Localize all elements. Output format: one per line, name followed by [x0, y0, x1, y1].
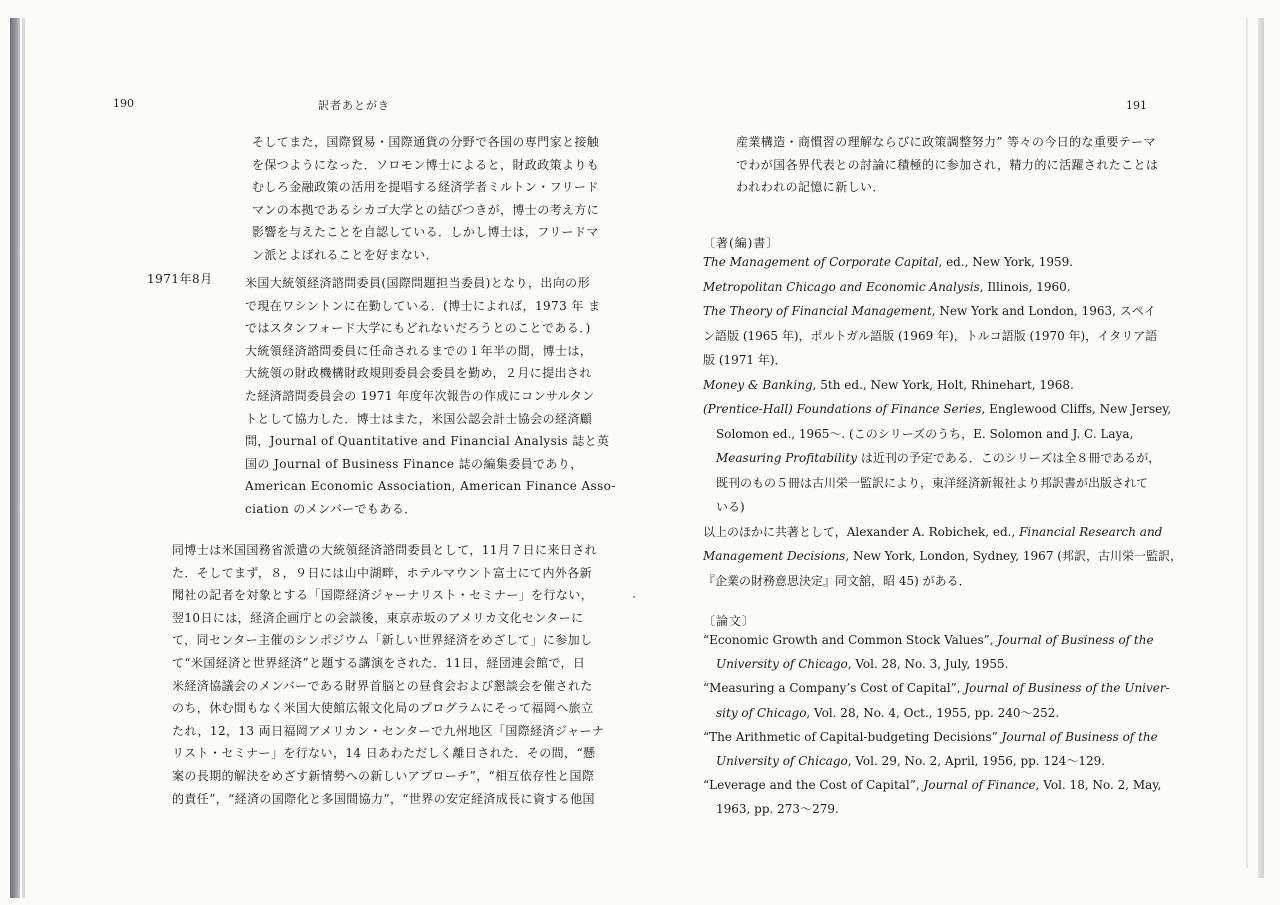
left-page-edge-shadow — [22, 18, 25, 898]
running-head: 訳者あとがき — [318, 99, 390, 112]
paper-details: , Vol. 29, No. 2, April, 1956, pp. 124〜129. — [847, 754, 1106, 769]
papers-list — [703, 628, 1170, 822]
text-line: ciation のメンバーでもある． — [245, 501, 417, 516]
journal-name: Journal of Business of the — [1001, 729, 1158, 744]
text-line: 案の長期的解決をめざす新情勢への新しいアプローチ”，“相互依存性と国際 — [172, 768, 595, 783]
paper-title: “Measuring a Company’s Cost of Capital”, — [703, 681, 965, 696]
gutter-speck — [633, 596, 635, 598]
text-line: 影響を与えたことを自認している．しかし博士は，フリードマ — [252, 225, 599, 240]
left-paragraph-2 — [245, 272, 616, 521]
paper-entry-line — [703, 773, 1162, 797]
paper-entry-line — [703, 725, 1158, 749]
book-entry-line — [703, 520, 1163, 545]
text-line: た経済諮問委員会の 1971 年度年次報告の作成にコンサルタン — [245, 388, 595, 403]
paper-entry-line — [703, 797, 1150, 821]
text-line: て，同センター主催のシンポジウム「新しい世界経済をめざして」に参加し — [172, 633, 593, 648]
text-line: たれ，12，13 両日福岡アメリカン・センターで九州地区「国際経済ジャーナ — [172, 723, 605, 738]
book-details: , Illinois, 1960. — [979, 279, 1071, 294]
paper-entry-line — [703, 749, 1150, 773]
text-line: リスト・セミナー」を行ない，14 日あわただしく離日された．その間，“懸 — [172, 746, 596, 761]
book-entry-line — [703, 422, 1148, 447]
book-details: , New York, London, Sydney, 1967 (邦訳，古川栄一監訳， — [845, 549, 1182, 563]
paper-entry-line — [703, 652, 1150, 676]
text-line: 翌10日には，経済企画庁との会談後，東京赤坂のアメリカ文化センターに — [172, 610, 584, 625]
book-entry-line — [703, 446, 1161, 471]
book-details: 既刊のもの５冊は古川栄一監訳により，東洋経済新報社より邦訳書が出版されて — [716, 475, 1149, 490]
book-details: 版 (1971 年)． — [703, 353, 787, 367]
text-line: でわが国各界代表との討論に積極的に参加され，精力的に活躍されたことは — [736, 157, 1159, 172]
text-line: 米経済協議会のメンバーである財界首脳との昼食会および懇談会を催された — [172, 678, 593, 693]
book-details: ン語版 (1965 年)，ポルトガル語版 (1969 年)，トルコ語版 (1970 年)，イタリア語 — [703, 328, 1158, 343]
text-line: われわれの記憶に新しい． — [736, 180, 885, 195]
right-page-edge — [1258, 18, 1264, 878]
text-line: マンの本拠であるシカゴ大学との結びつきが，博士の考え方に — [252, 202, 600, 217]
book-entry-line — [703, 569, 1148, 594]
text-line: た．そしてまず，８，９日には山中湖畔，ホテルマウント富士にて内外各新 — [172, 565, 593, 580]
paper-entry-line — [703, 701, 1150, 725]
book-title: Money & Banking — [703, 377, 813, 392]
book-title: The Management of Corporate Capital — [703, 255, 939, 269]
papers-heading: 〔論文〕 — [703, 614, 756, 628]
text-line: 的責任”，“経済の国際化と多国間協力”，“世界の安定経済成長に資する他国 — [172, 791, 595, 806]
text-line: 国の Journal of Business Finance 誌の編集委員であり， — [245, 456, 583, 471]
book-details: Solomon ed., 1965〜. (このシリーズのうち，E. Solomon and J. C. Laya, — [716, 426, 1134, 441]
text-line: を保つようになった．ソロモン博士によると，財政政策よりも — [252, 157, 600, 172]
paper-details: , Vol. 28, No. 3, July, 1955. — [847, 657, 1009, 672]
text-line: American Economic Association, American Finance Asso- — [245, 479, 616, 494]
date-label: 1971年8月 — [147, 272, 213, 286]
text-line: 問，Journal of Quantitative and Financial Analysis 誌と英 — [245, 434, 610, 449]
book-details: いる) — [716, 500, 745, 514]
left-paragraph-1 — [252, 131, 600, 267]
text-line: 聞社の記者を対象とする「国際経済ジャーナリスト・セミナー」を行ない， — [172, 588, 594, 603]
paper-title: “The Arithmetic of Capital-budgeting Decisions” — [703, 729, 1002, 744]
paper-title: “Economic Growth and Common Stock Values”, — [703, 633, 998, 647]
text-line: 大統領の財政機構財政規則委員会委員を勤め，２月に提出され — [245, 366, 592, 381]
journal-name: University of Chicago — [716, 754, 848, 769]
journal-name: Journal of Finance — [923, 778, 1036, 793]
text-line: むしろ金融政策の活用を提唱する経済学者ミルトン・フリード — [252, 180, 599, 195]
page-number-right: 191 — [1126, 99, 1147, 112]
book-title: Management Decisions — [703, 549, 846, 563]
page-number-left: 190 — [113, 97, 134, 110]
book-entry-line — [703, 544, 1182, 569]
paper-details: 1963, pp. 273〜279. — [716, 802, 839, 817]
book-entry-line — [703, 348, 1148, 373]
book-entry-line — [703, 324, 1158, 349]
book-details: 以上のほかに共著として，Alexander A. Robichek, ed., — [703, 524, 1020, 539]
text-line: ン派とよばれることを好まない． — [252, 247, 439, 262]
book-entry-line — [703, 373, 1148, 398]
book-details: は近刊の予定である．このシリーズは全８冊であるが， — [857, 451, 1161, 465]
book-entry-line — [703, 471, 1148, 496]
book-entry-line — [703, 299, 1156, 324]
book-details: 『企業の財務意思決定』同文舘，昭 45) がある． — [703, 573, 971, 588]
book-entry-line — [703, 495, 1148, 520]
text-line: 大統領経済諮問委員に任命されるまでの１年半の間，博士は， — [245, 343, 593, 358]
journal-name: Journal of Business of the Univer- — [964, 681, 1170, 696]
book-details: , 5th ed., New York, Holt, Rhinehart, 1968. — [812, 377, 1074, 392]
books-heading: 〔著(編)書〕 — [703, 236, 780, 250]
text-line: トとして協力した．博士はまた，米国公認会計士協会の経済顧 — [245, 411, 593, 426]
text-line: で現在ワシントンに在勤している．(博士によれば，1973 年 ま — [245, 298, 601, 313]
book-title: Metropolitan Chicago and Economic Analysis — [703, 279, 980, 294]
books-list — [703, 250, 1182, 593]
text-line: そしてまた，国際貿易・国際通貨の分野で各国の専門家と接触 — [252, 135, 600, 149]
left-page-edge — [10, 18, 20, 898]
paper-title: “Leverage and the Cost of Capital”, — [703, 778, 924, 793]
book-entry-line — [703, 250, 1148, 275]
journal-name: sity of Chicago — [716, 705, 807, 720]
right-paragraph-1 — [736, 131, 1159, 199]
paper-entry-line — [703, 628, 1154, 652]
book-details: , New York and London, 1963, スペイ — [931, 304, 1156, 318]
book-entry-line — [703, 397, 1172, 422]
text-line: のち，休む間もなく米国大使館広報文化局のプログラムにそって福岡へ旅立 — [172, 701, 594, 716]
paper-entry-line — [703, 676, 1170, 700]
book-title: The Theory of Financial Management — [703, 304, 932, 318]
text-line: ではスタンフォード大学にもどれないだろうとのことである．) — [245, 321, 591, 336]
book-title: Financial Research and — [1019, 524, 1163, 539]
paper-details: , Vol. 28, No. 4, Oct., 1955, pp. 240〜252. — [806, 705, 1060, 720]
left-paragraph-3 — [172, 539, 605, 810]
text-line: 産業構造・商慣習の理解ならびに政策調整努力” 等々の今日的な重要テーマ — [736, 135, 1156, 149]
book-details: , ed., New York, 1959. — [938, 255, 1074, 269]
paper-details: , Vol. 18, No. 2, May, — [1035, 778, 1162, 793]
text-line: 米国大統領経済諮問委員(国際問題担当委員)となり，出向の形 — [245, 276, 590, 290]
journal-name: Journal of Business of the — [997, 633, 1154, 647]
journal-name: University of Chicago — [716, 657, 848, 672]
right-page-edge-shadow — [1246, 18, 1248, 868]
book-details: , Englewood Cliffs, New Jersey, — [981, 402, 1172, 416]
book-title: (Prentice-Hall) Foundations of Finance Series — [703, 402, 982, 416]
book-title: Measuring Profitability — [716, 451, 858, 465]
text-line: 同博士は米国国務省派遣の大統領経済諮問委員として，11月７日に来日され — [172, 543, 598, 557]
text-line: て“米国経済と世界経済”と題する講演をされた．11日，経団連会館で，日 — [172, 655, 586, 670]
book-entry-line — [703, 275, 1148, 300]
